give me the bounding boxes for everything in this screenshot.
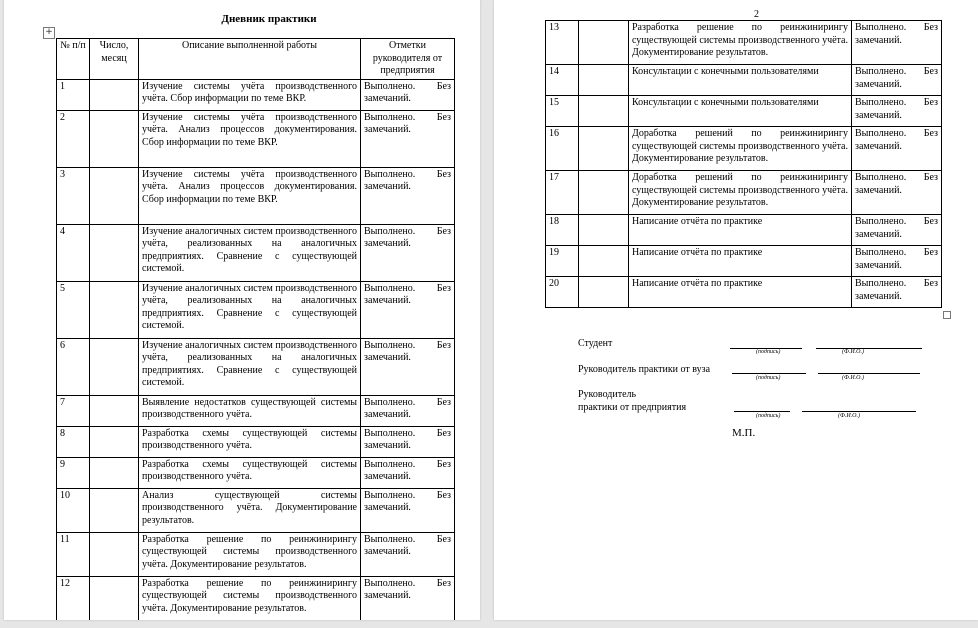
row-description-cell[interactable]: Разработка схемы существующей системы производственного учёта.: [139, 426, 361, 457]
row-date-cell[interactable]: [579, 246, 629, 277]
row-number-cell[interactable]: 19: [546, 246, 579, 277]
row-number-cell[interactable]: 5: [57, 281, 90, 338]
row-mark-cell[interactable]: Выполнено. Без замечаний.: [852, 246, 942, 277]
row-date-cell[interactable]: [90, 457, 139, 488]
row-number-cell[interactable]: 1: [57, 79, 90, 110]
company-supervisor-name-caption: (Ф.И.О.): [838, 413, 860, 419]
row-date-cell[interactable]: [90, 79, 139, 110]
table-row: [546, 215, 942, 246]
row-description-cell[interactable]: Разработка решение по реинжинирингу существующей системы производственного учёта. Документирование результатов.: [139, 532, 361, 576]
row-number-cell[interactable]: 8: [57, 426, 90, 457]
row-number-cell[interactable]: 6: [57, 338, 90, 395]
row-description-cell[interactable]: Изучение аналогичных систем производственного учёта, реализованных на аналогичных предприятиях. Сравнение с существующей системой.: [139, 224, 361, 281]
row-description-cell[interactable]: Консультации с конечными пользователями: [629, 96, 852, 127]
table-row: [546, 171, 942, 215]
row-date-cell[interactable]: [90, 426, 139, 457]
row-number-cell[interactable]: 20: [546, 277, 579, 308]
table-row: [57, 338, 455, 395]
row-date-cell[interactable]: [90, 338, 139, 395]
row-mark-cell[interactable]: Выполнено. Без замечаний.: [361, 532, 455, 576]
row-mark-cell[interactable]: Выполнено. Без замечаний.: [361, 167, 455, 224]
student-name-caption: (Ф.И.О.): [842, 349, 864, 355]
uni-supervisor-text: Руководитель практики от вуза: [578, 364, 711, 375]
row-mark-cell[interactable]: Выполнено. Без замечаний.: [361, 79, 455, 110]
table-row: [546, 127, 942, 171]
row-mark-cell[interactable]: Выполнено. Без замечаний.: [361, 426, 455, 457]
company-supervisor-label-2: практики от предприятия: [578, 402, 687, 413]
row-date-cell[interactable]: [579, 171, 629, 215]
table-row: [546, 65, 942, 96]
row-mark-cell[interactable]: Выполнено. Без замечаний.: [852, 171, 942, 215]
diary-table-page-1: [56, 38, 455, 620]
row-number-cell[interactable]: 14: [546, 65, 579, 96]
table-resize-handle[interactable]: [943, 311, 951, 319]
row-date-cell[interactable]: [90, 281, 139, 338]
row-description-cell[interactable]: Написание отчёта по практике: [629, 277, 852, 308]
row-date-cell[interactable]: [579, 65, 629, 96]
row-description-cell[interactable]: Изучение системы учёта производственного учёта. Анализ процессов документирования. Сбор информации по теме ВКР.: [139, 110, 361, 167]
table-row: [57, 281, 455, 338]
table-move-handle-icon[interactable]: +: [43, 27, 55, 39]
row-mark-cell[interactable]: Выполнено. Без замечаний.: [361, 457, 455, 488]
row-mark-cell[interactable]: Выполнено. Без замечаний.: [361, 110, 455, 167]
row-number-cell[interactable]: 13: [546, 21, 579, 65]
row-date-cell[interactable]: [90, 224, 139, 281]
row-date-cell[interactable]: [579, 215, 629, 246]
row-date-cell[interactable]: [579, 277, 629, 308]
row-description-cell[interactable]: Изучение системы учёта производственного учёта. Анализ процессов документирования. Сбор информации по теме ВКР.: [139, 167, 361, 224]
table-row: [57, 488, 455, 532]
table-row: [57, 110, 455, 167]
row-date-cell[interactable]: [90, 576, 139, 620]
row-date-cell[interactable]: [90, 532, 139, 576]
uni-supervisor-label: [578, 364, 710, 375]
table-row: [546, 21, 942, 65]
row-date-cell[interactable]: [90, 167, 139, 224]
row-date-cell[interactable]: [579, 21, 629, 65]
row-date-cell[interactable]: [90, 110, 139, 167]
row-mark-cell[interactable]: Выполнено. Без замечаний.: [852, 21, 942, 65]
document-page-1: [4, 0, 480, 620]
table-row: [57, 79, 455, 110]
student-label: Студент: [578, 338, 613, 349]
row-description-cell[interactable]: Написание отчёта по практике: [629, 246, 852, 277]
row-mark-cell[interactable]: Выполнено. Без замечаний.: [852, 96, 942, 127]
row-description-cell[interactable]: Выявление недостатков существующей системы производственного учёта.: [139, 395, 361, 426]
company-supervisor-label-1: Руководитель: [578, 389, 637, 400]
row-mark-cell[interactable]: Выполнено. Без замечаний.: [852, 277, 942, 308]
table-row: [57, 224, 455, 281]
row-description-cell[interactable]: Доработка решений по реинжинирингу существующей системы производственного учёта. Документирование результатов.: [629, 171, 852, 215]
row-number-cell[interactable]: 15: [546, 96, 579, 127]
company-supervisor-signature-line: [734, 411, 790, 412]
row-number-cell[interactable]: 3: [57, 167, 90, 224]
uni-supervisor-signature-line: [732, 373, 806, 374]
table-row: [57, 167, 455, 224]
row-mark-cell[interactable]: Выполнено. Без замечаний.: [361, 338, 455, 395]
table-header-row: [57, 39, 455, 80]
row-number-cell[interactable]: 12: [57, 576, 90, 620]
row-mark-cell[interactable]: Выполнено. Без замечаний.: [361, 281, 455, 338]
table-row: [57, 395, 455, 426]
header-num: № п/п: [57, 39, 90, 80]
row-description-cell[interactable]: Написание отчёта по практике: [629, 215, 852, 246]
page-number: 2: [754, 9, 759, 20]
table-row: [546, 246, 942, 277]
document-page-2: [494, 0, 978, 620]
row-mark-cell[interactable]: Выполнено. Без замечаний.: [361, 576, 455, 620]
row-description-cell[interactable]: Анализ существующей системы производственного учёта. Документирование результатов.: [139, 488, 361, 532]
row-date-cell[interactable]: [90, 395, 139, 426]
uni-supervisor-name-line: [818, 373, 920, 374]
table-row: [57, 576, 455, 620]
row-number-cell[interactable]: 11: [57, 532, 90, 576]
student-name-line: [816, 348, 922, 349]
row-mark-cell[interactable]: Выполнено. Без замечаний.: [852, 127, 942, 171]
uni-supervisor-signature-caption: (подпись): [756, 375, 781, 381]
row-number-cell[interactable]: 7: [57, 395, 90, 426]
row-date-cell[interactable]: [579, 96, 629, 127]
header-mark: Отметки руководителя от предприятия: [361, 39, 455, 80]
row-mark-cell[interactable]: Выполнено. Без замечаний.: [361, 395, 455, 426]
row-description-cell[interactable]: Изучение аналогичных систем производственного учёта, реализованных на аналогичных предприятиях. Сравнение с существующей системой.: [139, 338, 361, 395]
row-description-cell[interactable]: Разработка решение по реинжинирингу существующей системы производственного учёта. Документирование результатов.: [629, 21, 852, 65]
row-number-cell[interactable]: 9: [57, 457, 90, 488]
student-signature-caption: (подпись): [756, 349, 781, 355]
row-number-cell[interactable]: 2: [57, 110, 90, 167]
row-number-cell[interactable]: 10: [57, 488, 90, 532]
row-description-cell[interactable]: Изучение системы учёта производственного учёта. Сбор информации по теме ВКР.: [139, 79, 361, 110]
table-row: [57, 457, 455, 488]
row-number-cell[interactable]: 18: [546, 215, 579, 246]
page-title: Дневник практики: [221, 13, 317, 25]
row-mark-cell[interactable]: Выполнено. Без замечаний.: [852, 65, 942, 96]
row-mark-cell[interactable]: Выполнено. Без замечаний.: [852, 215, 942, 246]
row-description-cell[interactable]: Изучение аналогичных систем производственного учёта, реализованных на аналогичных предприятиях. Сравнение с существующей системой.: [139, 281, 361, 338]
header-desc: Описание выполненной работы: [139, 39, 361, 80]
table-row: [546, 96, 942, 127]
row-number-cell[interactable]: 4: [57, 224, 90, 281]
row-date-cell[interactable]: [90, 488, 139, 532]
row-mark-cell[interactable]: Выполнено. Без замечаний.: [361, 224, 455, 281]
row-description-cell[interactable]: Консультации с конечными пользователями: [629, 65, 852, 96]
company-supervisor-name-line: [802, 411, 916, 412]
diary-table-page-2: [545, 20, 942, 308]
table-row: [546, 277, 942, 308]
uni-supervisor-name-caption: (Ф.И.О.): [842, 375, 864, 381]
row-number-cell[interactable]: 16: [546, 127, 579, 171]
table-row: [57, 532, 455, 576]
row-description-cell[interactable]: Доработка решений по реинжинирингу существующей системы производственного учёта. Документирование результатов.: [629, 127, 852, 171]
stamp-place-label: М.П.: [732, 427, 756, 439]
table-row: [57, 426, 455, 457]
row-number-cell[interactable]: 17: [546, 171, 579, 215]
row-description-cell[interactable]: Разработка схемы существующей системы производственного учёта.: [139, 457, 361, 488]
company-supervisor-signature-caption: (подпись): [756, 413, 781, 419]
row-mark-cell[interactable]: Выполнено. Без замечаний.: [361, 488, 455, 532]
row-description-cell[interactable]: Разработка решение по реинжинирингу существующей системы производственного учёта. Документирование результатов.: [139, 576, 361, 620]
row-date-cell[interactable]: [579, 127, 629, 171]
header-date: Число, месяц: [90, 39, 139, 80]
